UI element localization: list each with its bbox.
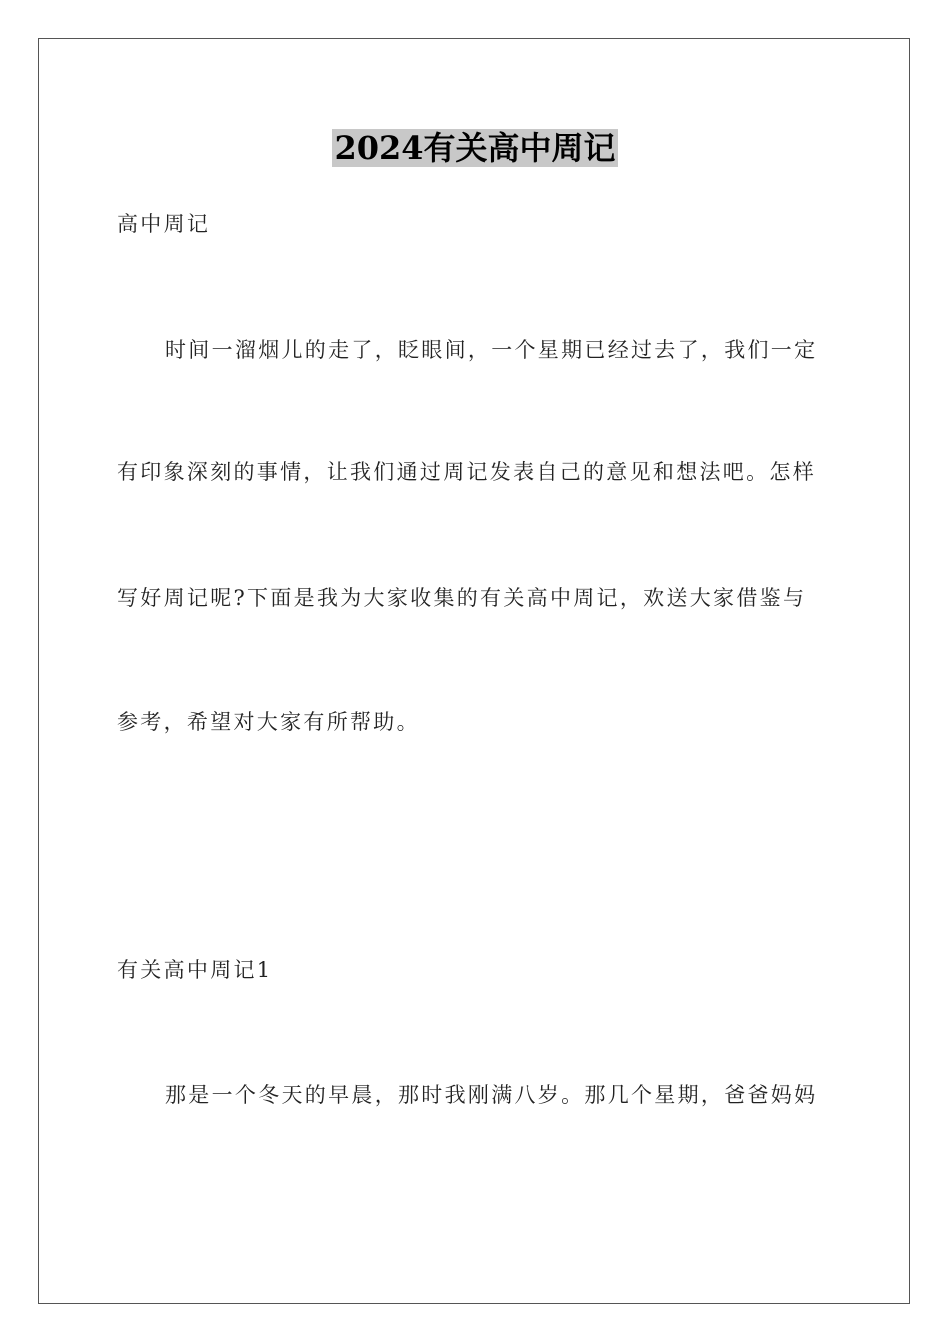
document-title	[0, 127, 950, 169]
section-heading: 有关高中周记1	[117, 958, 273, 982]
document-title-text: 2024有关高中周记	[334, 129, 616, 167]
paragraph-line: 参考，希望对大家有所帮助。	[117, 710, 420, 734]
paragraph-line: 时间一溜烟儿的走了，眨眼间，一个星期已经过去了，我们一定	[165, 338, 818, 362]
paragraph-line: 有印象深刻的事情，让我们通过周记发表自己的意见和想法吧。怎样	[117, 460, 816, 484]
paragraph-line: 写好周记呢?下面是我为大家收集的有关高中周记，欢送大家借鉴与	[117, 586, 807, 610]
paragraph-line: 那是一个冬天的早晨，那时我刚满八岁。那几个星期，爸爸妈妈	[165, 1083, 818, 1107]
subheading: 高中周记	[117, 212, 211, 236]
